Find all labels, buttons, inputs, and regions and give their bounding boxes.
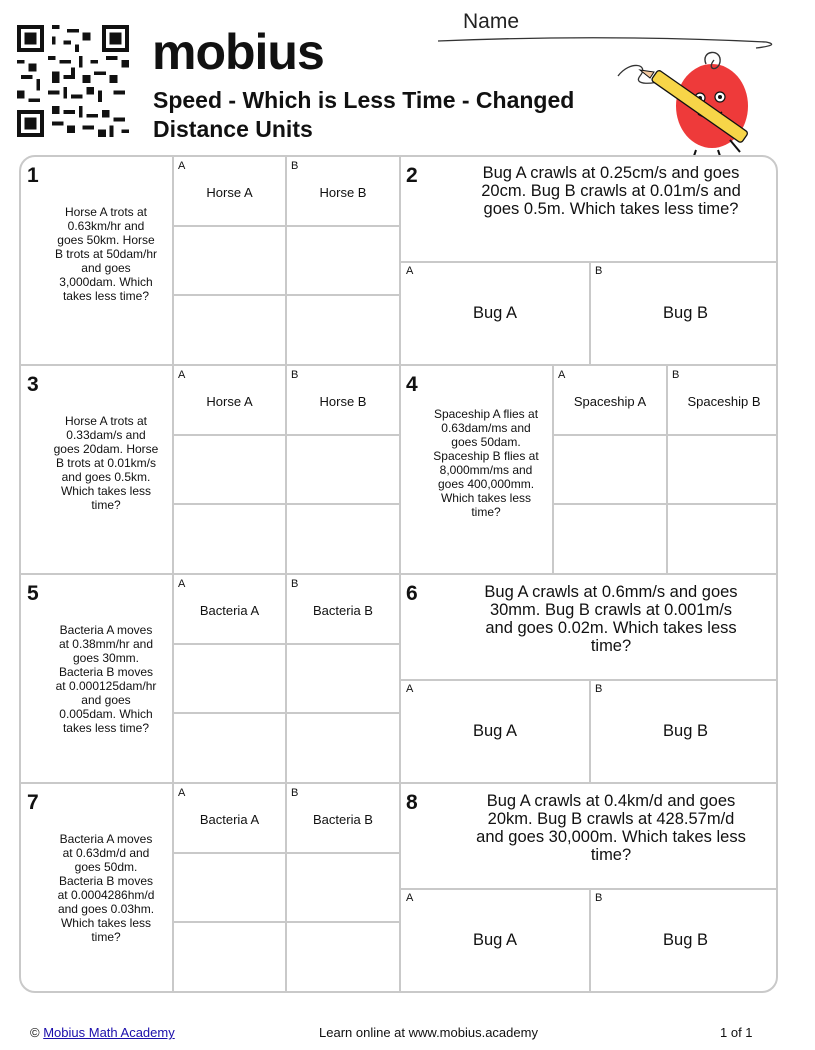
option-a-label: Bacteria A: [199, 812, 260, 827]
worksheet-grid: [19, 155, 778, 993]
footer-copyright: [30, 1025, 175, 1040]
question-5: [21, 575, 399, 782]
question-number: 5: [27, 582, 39, 605]
option-letter-b: B: [595, 265, 603, 277]
option-letter-b: B: [595, 683, 603, 695]
option-a-label: Bacteria A: [199, 603, 260, 618]
mascot-pencil-icon: [610, 40, 760, 158]
option-letter-b: B: [291, 578, 299, 590]
question-text: Bacteria A moves at 0.63dm/d and goes 50dm. Bacteria B moves at 0.0004286hm/d and goes 0.03hm. Which takes less time?: [57, 832, 155, 944]
answer-box-a[interactable]: [174, 854, 285, 989]
question-3: [21, 366, 399, 573]
answer-box-b[interactable]: [668, 436, 778, 571]
answer-box-a[interactable]: [174, 436, 285, 571]
question-4: [401, 366, 778, 573]
question-number: 4: [406, 373, 418, 396]
name-label: Name: [463, 10, 520, 33]
option-a-label[interactable]: Bug A: [472, 931, 518, 949]
question-number: 8: [406, 791, 418, 814]
option-letter-b: B: [595, 892, 603, 904]
qr-code-icon: [17, 25, 129, 137]
option-b-label: Horse B: [319, 394, 367, 409]
option-b-label: Horse B: [319, 185, 367, 200]
question-text: Bug A crawls at 0.25cm/s and goes 20cm. Bug B crawls at 0.01m/s and goes 0.5m. Which takes less time?: [481, 164, 741, 218]
option-letter-b: B: [672, 369, 680, 381]
answer-box-b[interactable]: [287, 854, 399, 989]
copyright-symbol: ©: [30, 1025, 40, 1040]
question-1: [21, 157, 399, 364]
question-text: Bug A crawls at 0.6mm/s and goes 30mm. Bug B crawls at 0.001m/s and goes 0.02m. Which takes less time?: [484, 583, 738, 655]
question-number: 7: [27, 791, 39, 814]
option-letter-a: A: [406, 892, 414, 904]
option-b-label: Bacteria B: [313, 812, 373, 827]
option-b-label[interactable]: Bug B: [663, 722, 708, 740]
option-letter-a: A: [178, 160, 186, 172]
answer-box-a[interactable]: [554, 436, 666, 571]
option-b-label[interactable]: Bug B: [663, 304, 708, 322]
answer-box-b[interactable]: [287, 227, 399, 362]
question-2: [401, 157, 778, 364]
option-b-label: Bacteria B: [313, 603, 373, 618]
option-letter-a: A: [558, 369, 566, 381]
option-b-label: Spaceship B: [687, 394, 761, 409]
answer-box-a[interactable]: [174, 227, 285, 362]
option-letter-a: A: [406, 683, 414, 695]
question-8: [401, 784, 778, 993]
question-text: Bacteria A moves at 0.38mm/hr and goes 30mm. Bacteria B moves at 0.000125dam/hr and goes 0.005dam. Which takes less time?: [55, 623, 157, 735]
question-number: 6: [406, 582, 418, 605]
option-letter-a: A: [178, 369, 186, 381]
option-letter-b: B: [291, 160, 299, 172]
question-text: Horse A trots at 0.63km/hr and goes 50km. Horse B trots at 50dam/hr and goes 3,000dam. Which takes less time?: [54, 205, 158, 303]
question-number: 2: [406, 164, 418, 187]
logo-text: mobius: [152, 24, 324, 80]
option-b-label[interactable]: Bug B: [663, 931, 708, 949]
footer-center-text: Learn online at www.mobius.academy: [319, 1025, 538, 1040]
mobius-logo: [152, 22, 324, 82]
answer-box-b[interactable]: [287, 436, 399, 571]
question-text: Spaceship A flies at 0.63dam/ms and goes 50dam. Spaceship B flies at 8,000mm/ms and goes 400,000mm. Which takes less time?: [433, 407, 539, 519]
option-a-label[interactable]: Bug A: [472, 722, 518, 740]
question-7: [21, 784, 399, 993]
answer-box-a[interactable]: [174, 645, 285, 780]
copyright-link[interactable]: Mobius Math Academy: [43, 1025, 175, 1040]
question-number: 3: [27, 373, 39, 396]
question-number: 1: [27, 164, 39, 187]
answer-box-b[interactable]: [287, 645, 399, 780]
option-a-label: Spaceship A: [573, 394, 647, 409]
option-a-label: Horse A: [206, 394, 253, 409]
question-text: Horse A trots at 0.33dam/s and goes 20dam. Horse B trots at 0.01km/s and goes 0.5km. Which takes less time?: [53, 414, 159, 512]
option-letter-b: B: [291, 369, 299, 381]
page-title: Speed - Which is Less Time - Changed Distance Units: [153, 87, 575, 142]
option-letter-a: A: [178, 787, 186, 799]
option-a-label: Horse A: [206, 185, 253, 200]
option-letter-a: A: [406, 265, 414, 277]
question-text: Bug A crawls at 0.4km/d and goes 20km. Bug B crawls at 428.57m/d and goes 30,000m. Which takes less time?: [476, 792, 746, 864]
option-letter-b: B: [291, 787, 299, 799]
page-indicator: 1 of 1: [720, 1025, 753, 1040]
option-letter-a: A: [178, 578, 186, 590]
question-6: [401, 575, 778, 782]
option-a-label[interactable]: Bug A: [472, 304, 518, 322]
